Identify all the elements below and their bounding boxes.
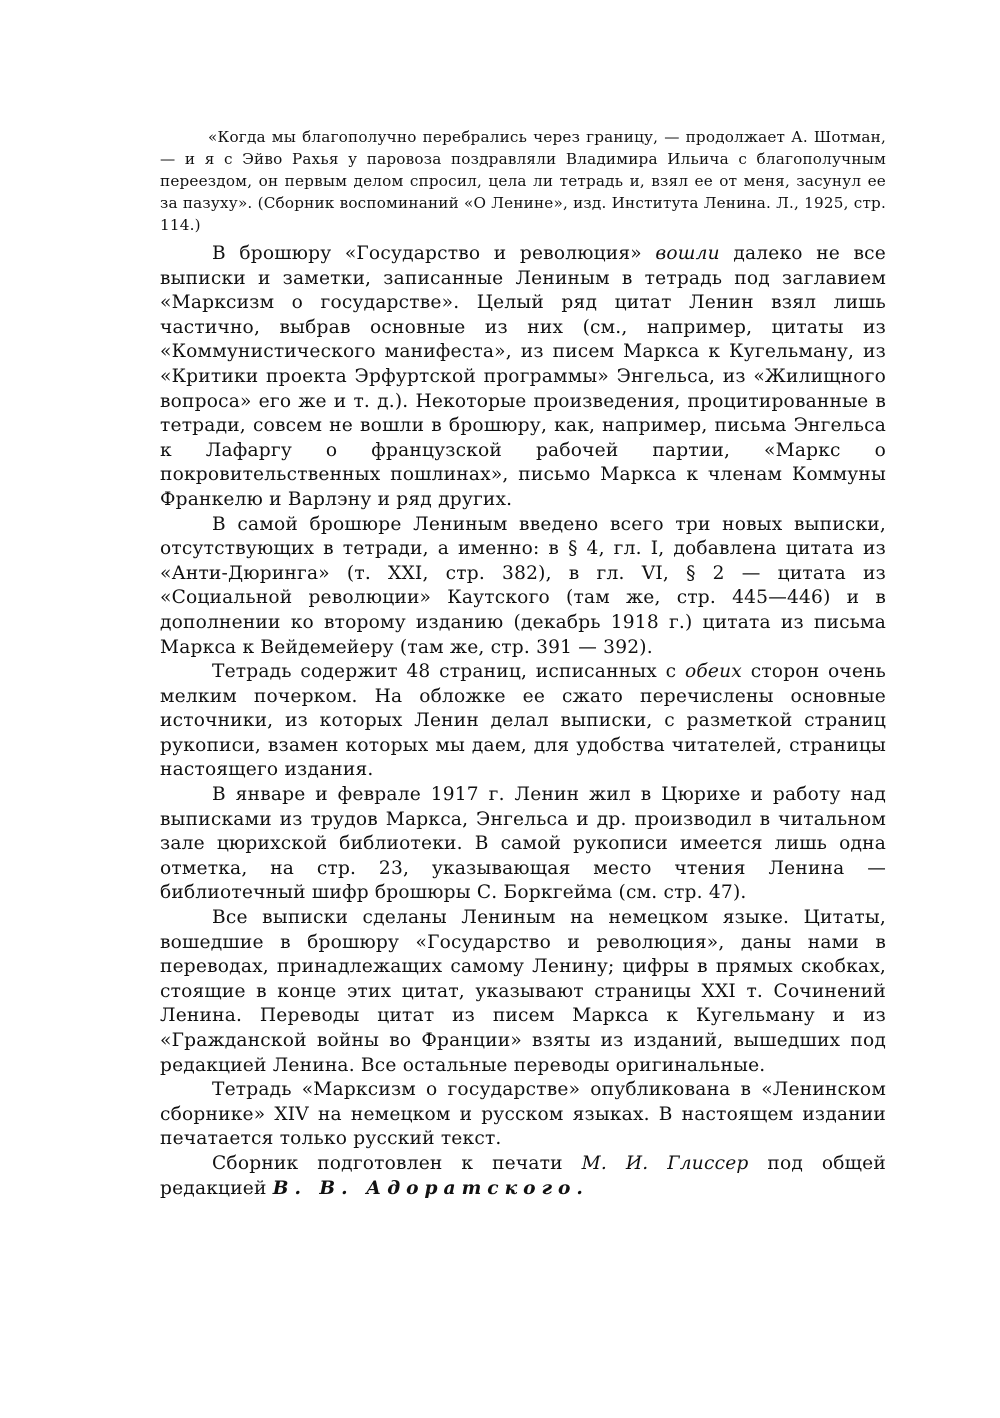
p1-text-start: В брошюру «Государство и революция» — [212, 243, 642, 264]
paragraph-zurich: В январе и феврале 1917 г. Ленин жил в Цюрихе и работу над выписками из трудов Маркса, Энгельса и др. производил в читальном зале цюрихской библиотеки. В самой рукописи имеется лишь одна отметка, на стр. 23, указывающая место чтения Ленина — библиотечный шифр брошюры С. Боркгейма (см. стр. 47). — [160, 784, 886, 904]
p3-text-rest: сторон очень мелким почерком. На обложке ее сжато перечислены основные источники, из которых Ленин делал выписки, с разметкой страниц рукописи, взамен которых мы даем, для удобства читателей, страницы настоящего издания. — [160, 661, 886, 781]
paragraph-publication: Тетрадь «Марксизм о государстве» опубликована в «Ленинском сборнике» XIV на немецком и русском языках. В настоящем издании печатается только русский текст. — [160, 1079, 886, 1150]
paragraph-brochure-contents — [160, 242, 886, 513]
paragraph-translations: Все выписки сделаны Лениным на немецком языке. Цитаты, вошедшие в брошюру «Государство и революция», даны нами в переводах, принадлежащих самому Ленину; цифры в прямых скобках, стоящие в конце этих цитат, указывают страницы XXI т. Сочинений Ленина. Переводы цитат из писем Маркса к Кугельману и из «Гражданской войны во Франции» взяты из изданий, вышедших под редакцией Ленина. Все остальные переводы оригинальные. — [160, 907, 886, 1076]
p7-text-start: Сборник подготовлен к печати — [212, 1152, 563, 1174]
paragraph-new-excerpts: В самой брошюре Лениным введено всего три новых выписки, отсутствующих в тетради, а именно: в § 4, гл. I, добавлена цитата из «Анти-Дюринга» (т. XXI, стр. 382), в гл. VI, § 2 — цитата из «Социальной революции» Каутского (там же, стр. 445—446) и в дополнении ко второму изданию (декабрь 1918 г.) цитата из письма Маркса к Вейдемейеру (там же, стр. 391 — 392). — [160, 513, 886, 658]
p1-italic-word: вошли — [655, 243, 720, 264]
footnote: «Когда мы благополучно перебрались через границу, — продолжает А. Шотман, — и я с Эйво Рахья у паровоза поздравляли Владимира Ильича с благополучным переездом, он первым делом спросил, цела ли тетрадь и, взял ее от меня, засунул ее за пазуху». (Сборник воспоминаний «О Ленине», изд. Института Ленина. Л., 1925, стр. 114.) — [160, 128, 886, 234]
p3-italic-word: обеих — [684, 661, 742, 683]
p7-text-mid: под общей редакцией — [160, 1152, 886, 1199]
paragraph-editors — [160, 1152, 886, 1201]
text-column — [160, 126, 886, 1201]
p3-text-start: Тетрадь содержит 48 страниц, исписанных с — [212, 661, 677, 683]
p1-text-rest: не все выписки и заметки, записанные Лениным в тетрадь под заглавием «Марксизм о государстве». Целый ряд цитат Ленин взял лишь частично, выбрав основные из них (см., например, цитаты из «Коммунистического манифеста», из писем Маркса к Кугельману, из «Критики проекта Эрфуртской программы» Энгельса, из «Жилищного вопроса» его же и т. д.). Некоторые произведения, процитированные в тетради, совсем не вошли в брошюру, как, например, письма Энгельса к Лафаргу о французской рабочей партии, «Маркс о покровительственных пошлинах», письмо Маркса к членам Коммуны Франкелю и Варлэну и ряд других. — [160, 243, 886, 510]
editor-name: М. И. Глиссер — [581, 1152, 749, 1174]
paragraph-notebook-description — [160, 660, 886, 783]
p1-text-mid: далеко — [733, 243, 803, 264]
chief-editor-name: В. В. Адоратского. — [272, 1177, 589, 1199]
